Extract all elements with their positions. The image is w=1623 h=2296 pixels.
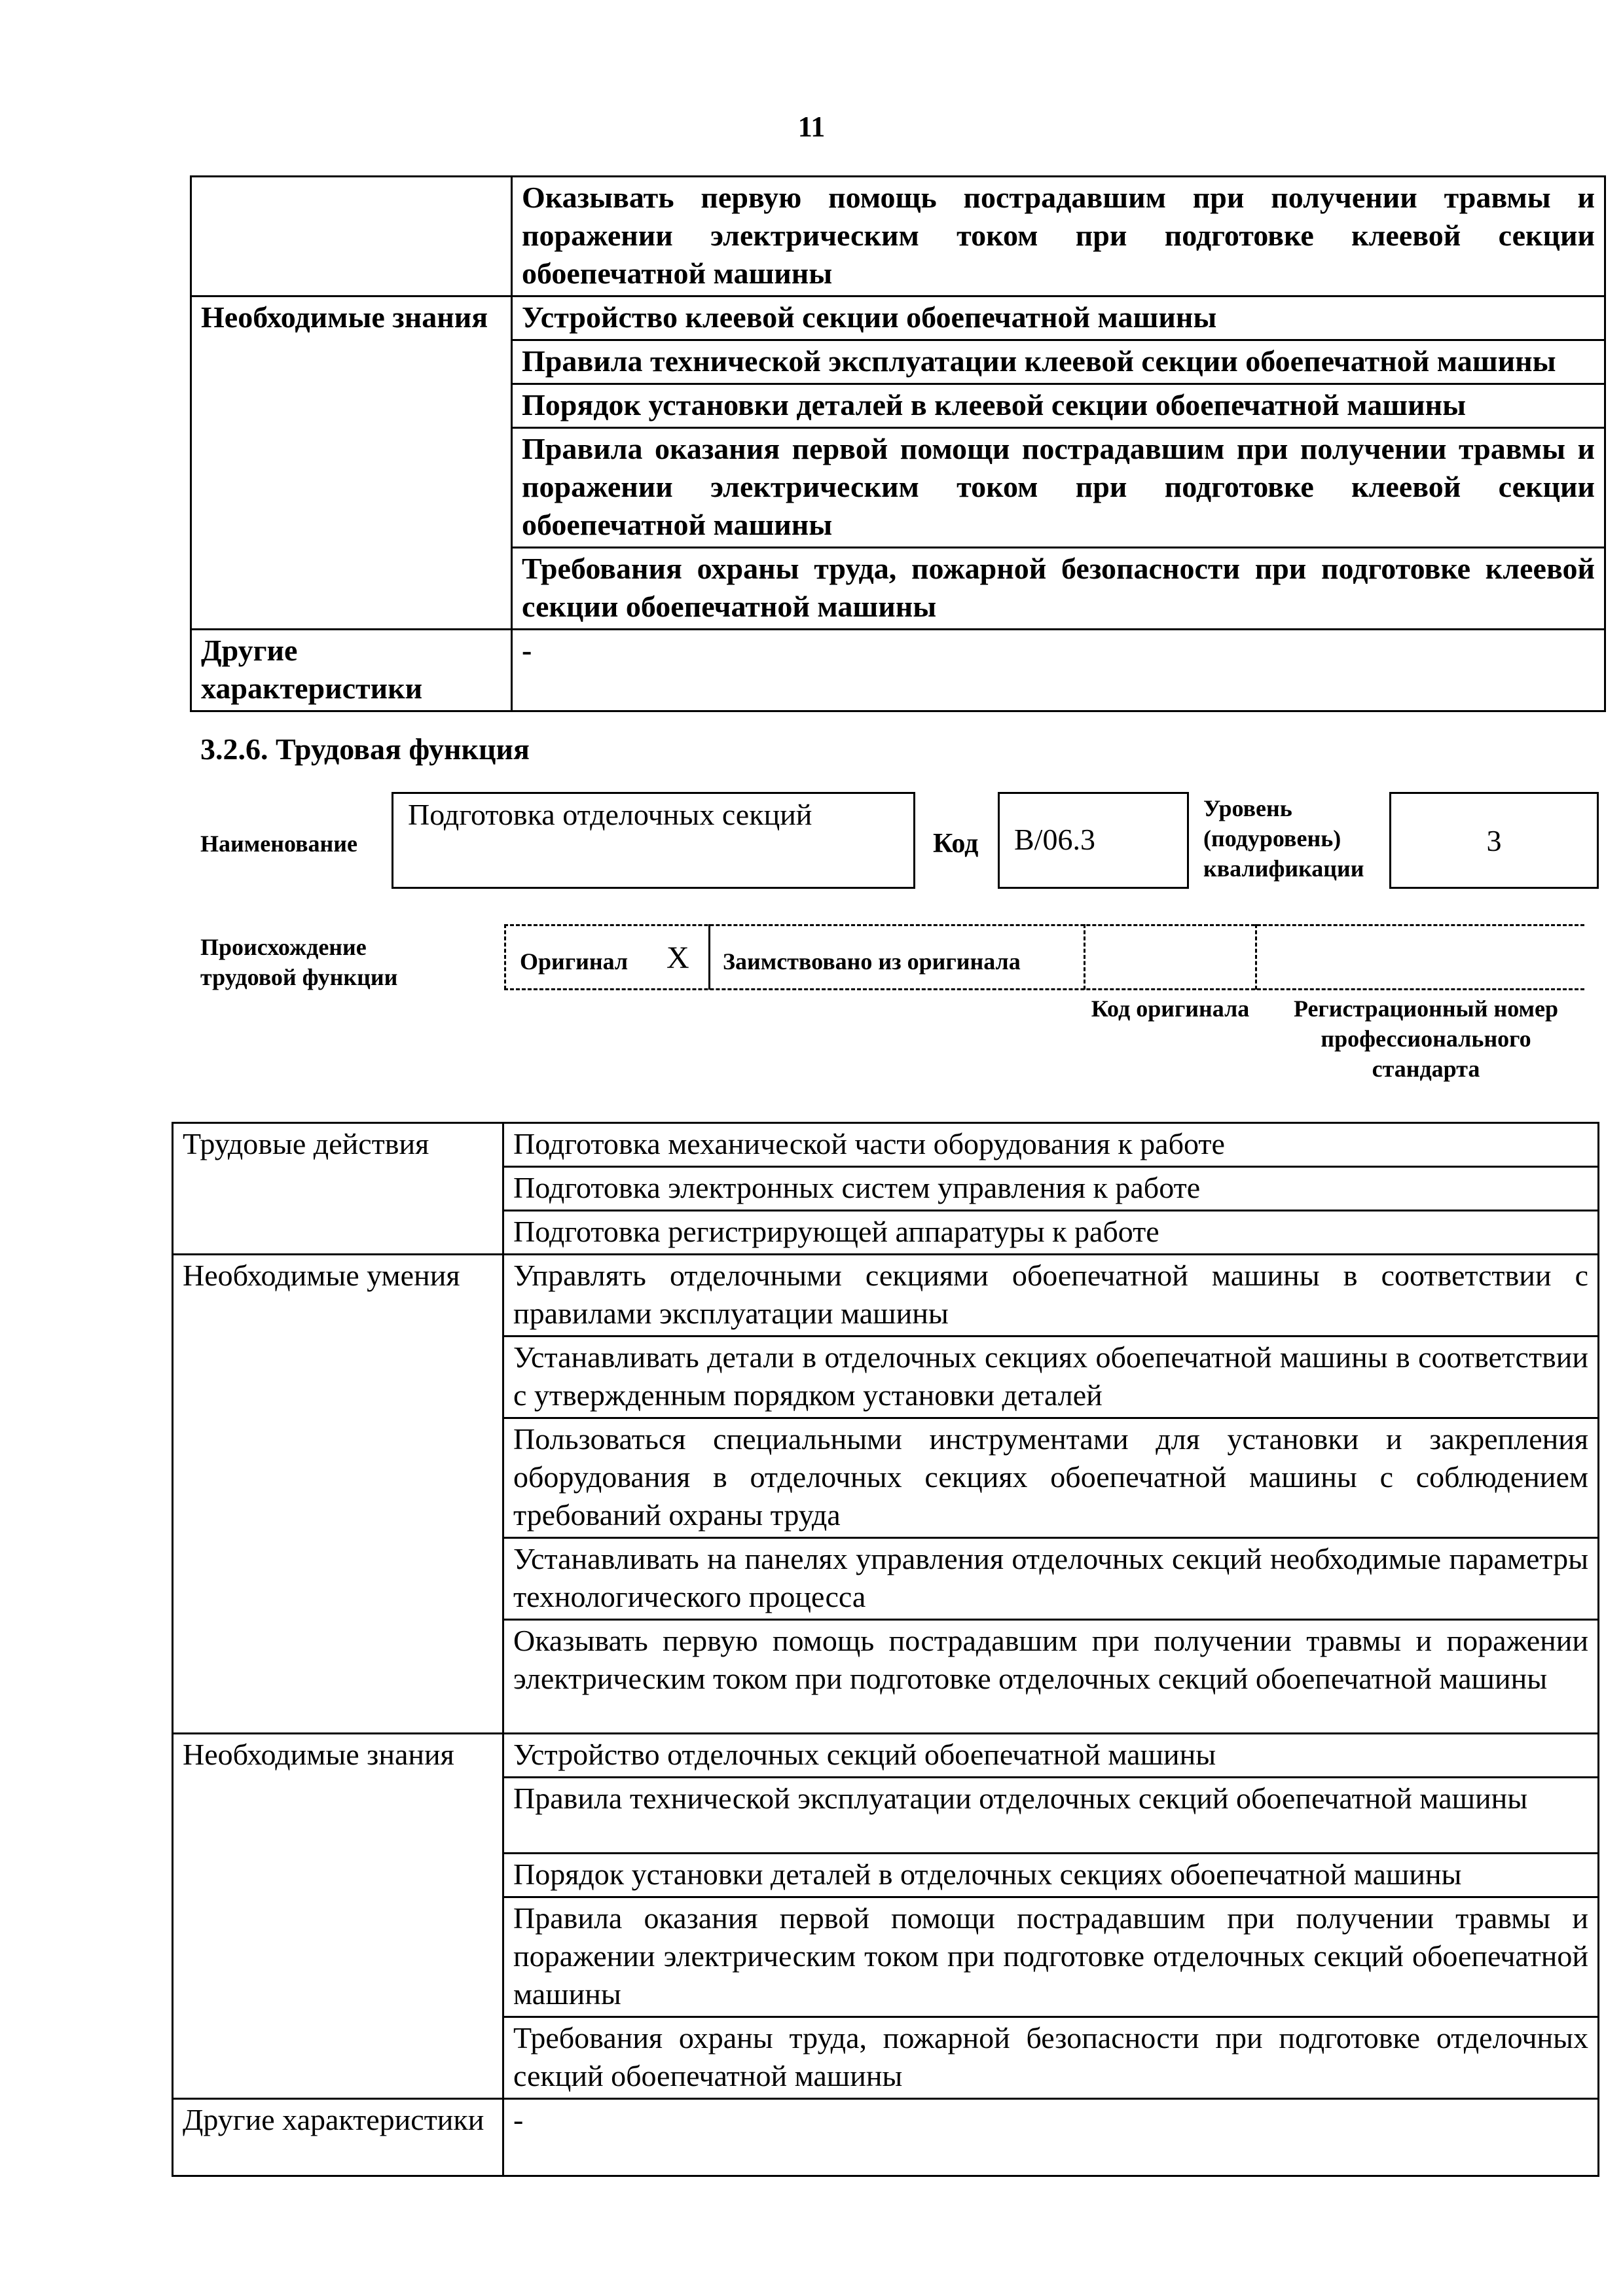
table-cell: Управлять отделочными секциями обоепечатной машины в соответствии с правилами эксплуатации машины	[503, 1255, 1599, 1336]
labor-function-table	[172, 1122, 1599, 2177]
other-characteristics-label: Другие характеристики	[191, 630, 512, 711]
table-cell: Подготовка механической части оборудования к работе	[503, 1123, 1599, 1167]
borrowed-label: Заимствовано из оригинала	[723, 948, 1021, 975]
table-cell: -	[503, 2099, 1599, 2176]
other-characteristics-label: Другие характеристики	[173, 2099, 503, 2176]
code-value: B/06.3	[1014, 823, 1095, 856]
origin-divider	[708, 924, 710, 990]
section-title: 3.2.6. Трудовая функция	[200, 732, 530, 766]
table-cell: Подготовка электронных систем управления к работе	[503, 1167, 1599, 1211]
table-cell: Правила технической эксплуатации клеевой секции обоепечатной машины	[512, 340, 1605, 384]
table-cell: Устанавливать детали в отделочных секциях обоепечатной машины в соответствии с утвержденным порядком установки деталей	[503, 1336, 1599, 1418]
table-cell: Устройство отделочных секций обоепечатной машины	[503, 1734, 1599, 1778]
origin-divider-3	[1255, 924, 1257, 990]
knowledge-table-continued	[190, 175, 1606, 712]
level-label: Уровень (подуровень) квалификации	[1203, 795, 1364, 882]
table-cell: Правила оказания первой помощи пострадавшим при получении травмы и поражении электрическим током при подготовке клеевой секции обоепечатной машины	[512, 428, 1605, 548]
origin-left-border	[504, 924, 506, 990]
knowledge-label: Необходимые знания	[191, 296, 512, 630]
table-cell: Устройство клеевой секции обоепечатной машины	[512, 296, 1605, 340]
table-cell: Правила оказания первой помощи пострадавшим при получении травмы и поражении электрическим током при подготовке отделочных секций обоепечатной машины	[503, 1897, 1599, 2017]
table-cell: Порядок установки деталей в отделочных секциях обоепечатной машины	[503, 1854, 1599, 1897]
level-value: 3	[1486, 824, 1502, 857]
code-label: Код	[933, 829, 979, 859]
origin-top-border	[504, 924, 1584, 926]
table-cell: Требования охраны труда, пожарной безопасности при подготовке клеевой секции обоепечатной машины	[512, 548, 1605, 630]
table-cell: Требования охраны труда, пожарной безопасности при подготовке отделочных секций обоепечатной машины	[503, 2017, 1599, 2099]
table-cell: Порядок установки деталей в клеевой секции обоепечатной машины	[512, 384, 1605, 428]
labor-actions-label: Трудовые действия	[173, 1123, 503, 1255]
origin-bottom-border	[504, 988, 1584, 990]
code-field	[998, 792, 1189, 889]
table-cell: Пользоваться специальными инструментами для установки и закрепления оборудования в отделочных секциях обоепечатной машины с соблюдением требований охраны труда	[503, 1418, 1599, 1538]
empty-label-cell	[191, 177, 512, 296]
table-cell: Устанавливать на панелях управления отделочных секций необходимые параметры технологического процесса	[503, 1538, 1599, 1620]
skills-label: Необходимые умения	[173, 1255, 503, 1734]
registration-number-caption: Регистрационный номер профессионального стандарта	[1293, 996, 1559, 1082]
table-cell: Оказывать первую помощь пострадавшим при получении травмы и поражении электрическим током при подготовке клеевой секции обоепечатной машины	[512, 177, 1605, 296]
original-code-caption: Код оригинала	[1091, 996, 1250, 1022]
name-label: Наименование	[200, 831, 357, 857]
origin-divider-2	[1084, 924, 1085, 990]
table-cell: Оказывать первую помощь пострадавшим при получении травмы и поражении электрическим током при подготовке отделочных секций обоепечатной машины	[503, 1620, 1599, 1734]
knowledge-label: Необходимые знания	[173, 1734, 503, 2099]
original-mark: X	[666, 941, 689, 975]
level-field	[1389, 792, 1599, 889]
name-field	[392, 792, 915, 889]
origin-label: Происхождение трудовой функции	[200, 934, 398, 990]
name-value: Подготовка отделочных секций	[408, 798, 812, 831]
table-cell: -	[512, 630, 1605, 711]
table-cell: Правила технической эксплуатации отделочных секций обоепечатной машины	[503, 1778, 1599, 1854]
page-number: 11	[797, 111, 826, 143]
table-cell: Подготовка регистрирующей аппаратуры к работе	[503, 1211, 1599, 1255]
original-label: Оригинал	[520, 948, 629, 975]
